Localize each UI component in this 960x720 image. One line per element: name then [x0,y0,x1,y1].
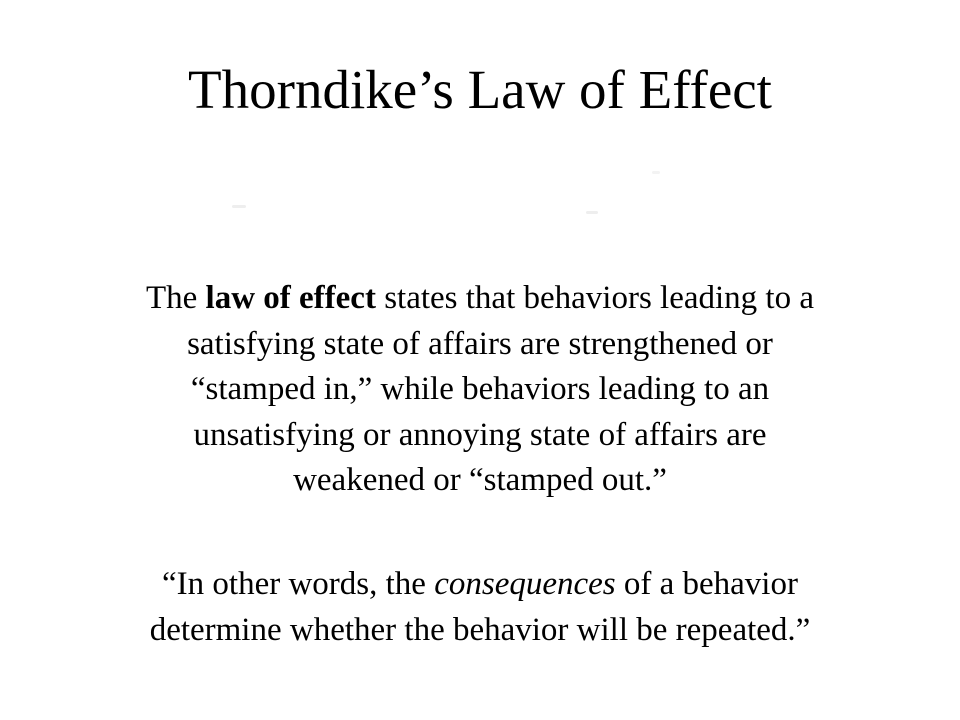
definition-line5: weakened or “stamped out.” [293,462,667,498]
slide-title: Thorndike’s Law of Effect [188,59,772,120]
emphasis-term: consequences [434,566,616,602]
summary-quote [60,562,900,653]
scan-artifact [652,171,660,174]
key-term: law of effect [205,280,376,316]
definition-line2: satisfying state of affairs are strengthened or [187,325,773,362]
definition-line3: “stamped in,” while behaviors leading to an [190,371,770,407]
scan-artifact [586,211,598,214]
definition-line4: unsatisfying or annoying state of affairs are [193,416,767,453]
definition-paragraph [60,276,900,504]
quote-line1-start: “In other words, the [162,566,435,602]
scan-artifact [232,205,246,208]
quote-line1-rest: of a behavior [615,566,798,602]
definition-line1-rest: states that behaviors leading to a [375,280,814,316]
quote-line2: determine whether the behavior will be repeated.” [149,611,811,648]
definition-intro: The [145,280,206,316]
